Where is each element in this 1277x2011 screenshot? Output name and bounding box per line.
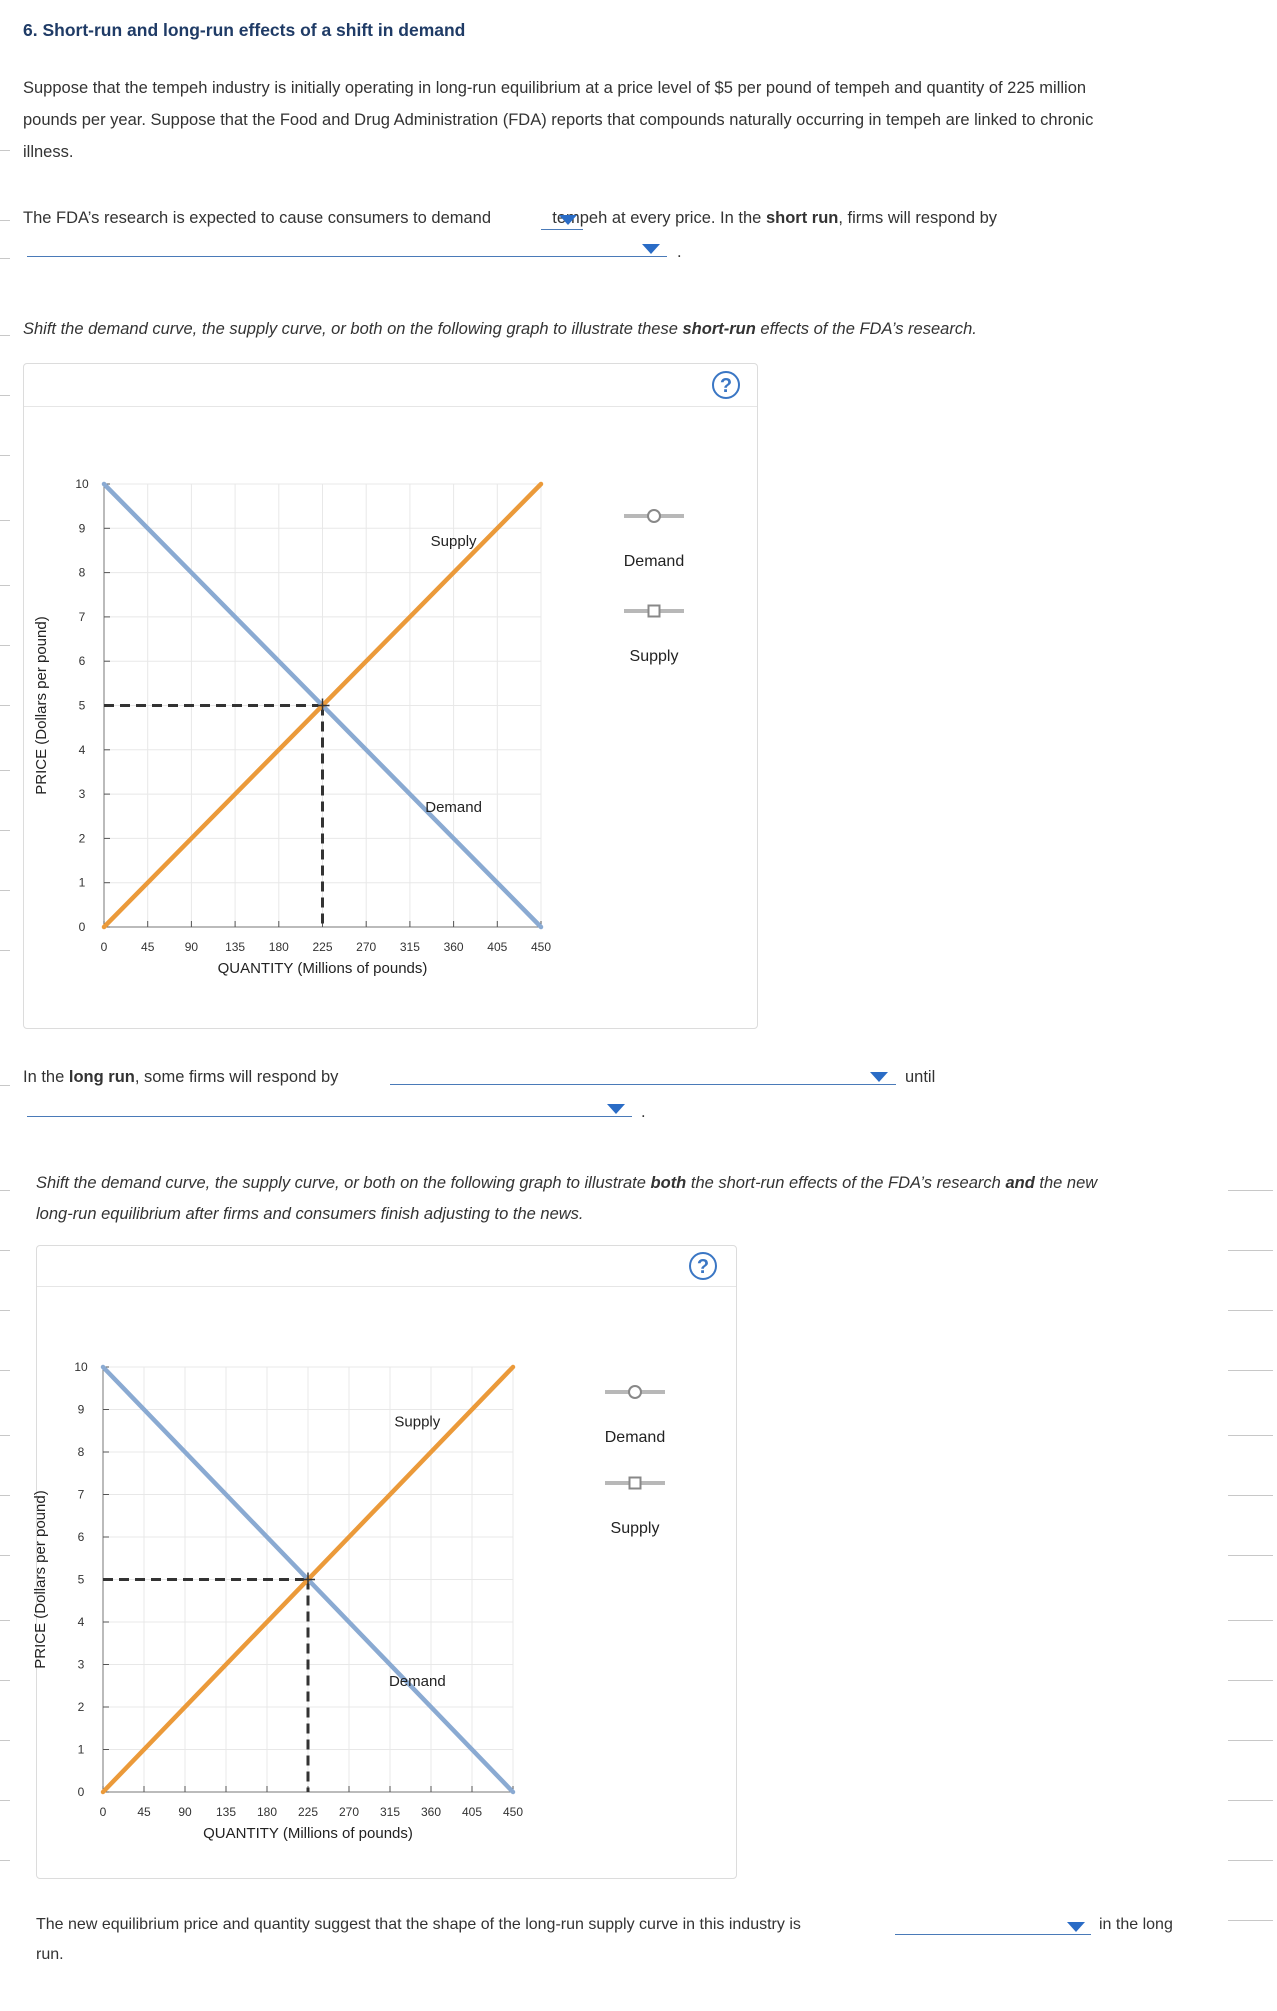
x-tick-label: 180 — [268, 940, 289, 954]
margin-tick — [0, 1370, 10, 1371]
y-tick-label: 6 — [78, 654, 86, 669]
intro-line-1: Suppose that the tempeh industry is initially operating in long-run equilibrium at a price level of $5 per pound of tempeh and quantity of 225 million — [23, 79, 1087, 97]
intro-line-3: illness. — [23, 143, 74, 161]
demand-sentence-mid: tempeh at every price. In the — [552, 209, 762, 227]
dropdown-underline — [390, 1084, 896, 1085]
margin-tick — [0, 890, 10, 891]
supply-legend-label: Supply — [629, 648, 679, 665]
x-axis-title: QUANTITY (Millions of pounds) — [217, 960, 428, 977]
margin-tick — [1228, 1860, 1273, 1861]
margin-tick — [0, 950, 10, 951]
margin-tick — [1228, 1370, 1273, 1371]
graph-panel-2 — [32, 1245, 737, 1879]
margin-tick — [1228, 1250, 1273, 1251]
intro-line-2: pounds per year. Suppose that the Food and Drug Administration (FDA) reports that compounds naturally occurring in tempeh are linked to chronic — [23, 111, 1094, 129]
margin-tick — [0, 335, 10, 336]
demand-legend-label: Demand — [623, 553, 685, 570]
y-tick-label: 6 — [77, 1530, 85, 1544]
help-icon[interactable]: ? — [689, 1252, 717, 1280]
x-tick-label: 225 — [297, 1805, 319, 1819]
margin-tick — [0, 150, 10, 151]
dropdown-arrow-icon — [559, 215, 577, 225]
x-axis-title: QUANTITY (Millions of pounds) — [203, 1825, 413, 1842]
y-axis-title: PRICE (Dollars per pound) — [33, 616, 50, 795]
margin-tick — [1228, 1435, 1273, 1436]
x-tick-label: 405 — [487, 940, 508, 954]
graph-panel-1 — [23, 363, 758, 1029]
x-tick-label: 315 — [379, 1805, 401, 1819]
dropdown-underline — [895, 1934, 1091, 1935]
supply-curve-label: Supply — [394, 1413, 441, 1431]
margin-tick — [1228, 1310, 1273, 1311]
x-tick-label: 450 — [530, 940, 552, 954]
margin-tick — [1228, 1190, 1273, 1191]
dropdown-arrow-icon — [642, 244, 660, 254]
shift2-both: both — [650, 1174, 687, 1192]
supply-legend-label: Supply — [610, 1520, 660, 1537]
dropdown-arrow-icon — [1067, 1922, 1085, 1932]
y-tick-label: 2 — [78, 831, 86, 846]
x-tick-label: 90 — [184, 940, 199, 954]
y-tick-label: 1 — [78, 875, 86, 890]
margin-tick — [1228, 1800, 1273, 1801]
y-tick-label: 0 — [78, 920, 86, 934]
margin-tick — [0, 1800, 10, 1801]
x-tick-label: 315 — [399, 940, 420, 954]
margin-tick — [0, 220, 10, 221]
margin-tick — [0, 1190, 10, 1191]
y-tick-label: 5 — [77, 1572, 85, 1587]
margin-tick — [0, 1620, 10, 1621]
long-run-post: , some firms will respond by — [134, 1068, 339, 1086]
y-tick-label: 9 — [78, 521, 86, 536]
margin-tick — [0, 1555, 10, 1556]
margin-tick — [0, 1310, 10, 1311]
margin-tick — [0, 1860, 10, 1861]
x-tick-label: 360 — [443, 940, 464, 954]
x-tick-label: 45 — [137, 1805, 151, 1819]
demand-legend-circle-icon — [648, 510, 660, 522]
margin-tick — [0, 770, 10, 771]
shift2-line1-pre: Shift the demand curve, the supply curve, or both on the following graph to illustrate — [36, 1174, 646, 1192]
long-run-bold: long run — [68, 1068, 135, 1086]
margin-tick — [0, 645, 10, 646]
short-run-word: short run — [765, 209, 839, 227]
demand-legend-label: Demand — [604, 1429, 666, 1446]
long-run-sentence — [23, 1061, 338, 1093]
until-word: until — [905, 1068, 936, 1086]
long-run-until-dropdown[interactable] — [27, 1100, 632, 1120]
margin-tick — [1228, 1620, 1273, 1621]
y-tick-label: 8 — [77, 1445, 85, 1459]
x-tick-label: 135 — [225, 940, 246, 954]
supply-demand-graph-2[interactable] — [32, 1246, 736, 1878]
y-tick-label: 5 — [78, 698, 86, 713]
x-tick-label: 225 — [312, 940, 333, 954]
y-tick-label: 4 — [77, 1615, 85, 1629]
y-tick-label: 3 — [78, 787, 86, 802]
y-tick-label: 7 — [77, 1487, 85, 1502]
margin-tick — [0, 1740, 10, 1741]
x-tick-label: 45 — [141, 940, 155, 954]
long-run-pre: In the — [23, 1068, 65, 1086]
supply-legend-square-icon — [630, 1478, 641, 1489]
short-run-response-dropdown[interactable] — [27, 240, 667, 260]
y-tick-label: 4 — [78, 742, 86, 757]
y-tick-label: 8 — [78, 565, 86, 580]
dropdown-underline — [27, 256, 667, 257]
margin-tick — [0, 395, 10, 396]
y-tick-label: 7 — [78, 609, 86, 624]
margin-tick — [1228, 1920, 1273, 1921]
shift2-line1-mid: the short-run effects of the FDA’s research — [690, 1174, 1001, 1192]
dropdown-arrow-icon — [607, 1104, 625, 1114]
final-sentence-post: in the long — [1099, 1916, 1173, 1933]
demand-sentence-pre: The FDA’s research is expected to cause consumers to demand — [23, 209, 492, 227]
sentence-period: . — [677, 243, 682, 261]
x-tick-label: 90 — [178, 1805, 192, 1819]
question-title: 6. Short-run and long-run effects of a shift in demand — [23, 20, 466, 40]
margin-tick — [0, 705, 10, 706]
x-tick-label: 135 — [215, 1805, 237, 1819]
y-tick-label: 0 — [77, 1785, 85, 1799]
shift-instruction-2-line-1 — [36, 1174, 1097, 1193]
demand-sentence — [23, 202, 997, 234]
demand-sentence-post: , firms will respond by — [838, 209, 998, 227]
margin-tick — [1228, 1555, 1273, 1556]
final-sentence-line-2: run. — [36, 1946, 64, 1963]
margin-tick — [0, 258, 10, 259]
margin-tick — [0, 585, 10, 586]
demand-curve-label: Demand — [388, 1672, 446, 1690]
x-tick-label: 270 — [338, 1805, 360, 1819]
demand-curve-label: Demand — [425, 798, 482, 816]
supply-curve-label: Supply — [430, 533, 477, 551]
consumer-demand-dropdown[interactable] — [541, 215, 583, 235]
x-tick-label: 0 — [100, 940, 108, 954]
margin-tick — [0, 1250, 10, 1251]
y-tick-label: 10 — [74, 1360, 88, 1374]
margin-tick — [0, 1680, 10, 1681]
x-tick-label: 450 — [502, 1805, 524, 1819]
shift-instr-post: effects of the FDA’s research. — [760, 320, 977, 338]
help-icon[interactable]: ? — [712, 371, 740, 399]
supply-demand-graph-1[interactable] — [24, 364, 757, 1028]
x-tick-label: 405 — [461, 1805, 483, 1819]
margin-tick — [1228, 1740, 1273, 1741]
y-tick-label: 1 — [77, 1742, 85, 1757]
y-tick-label: 2 — [77, 1700, 85, 1714]
shift-instr-bold: short-run — [682, 320, 756, 338]
dropdown-underline — [27, 1116, 632, 1117]
long-run-supply-shape-dropdown[interactable] — [895, 1918, 1091, 1938]
margin-tick — [0, 830, 10, 831]
y-tick-label: 9 — [77, 1402, 85, 1417]
shift-instr-pre: Shift the demand curve, the supply curve, or both on the following graph to illustrate these — [23, 320, 678, 338]
x-tick-label: 270 — [356, 940, 377, 954]
margin-tick — [0, 1085, 10, 1086]
y-tick-label: 10 — [75, 477, 89, 491]
margin-tick — [0, 1435, 10, 1436]
shift-instruction-2-line-2: long-run equilibrium after firms and consumers finish adjusting to the news. — [36, 1205, 584, 1223]
long-run-response-dropdown[interactable] — [390, 1068, 896, 1088]
margin-tick — [0, 455, 10, 456]
sentence-period: . — [641, 1103, 646, 1121]
x-tick-label: 0 — [99, 1805, 107, 1819]
margin-tick — [0, 520, 10, 521]
dropdown-underline — [541, 229, 583, 230]
shift2-and: and — [1005, 1174, 1035, 1192]
y-tick-label: 3 — [77, 1657, 85, 1672]
supply-legend-square-icon — [649, 606, 660, 617]
x-tick-label: 360 — [420, 1805, 442, 1819]
margin-tick — [1228, 1495, 1273, 1496]
margin-tick — [0, 1495, 10, 1496]
shift-instruction-1 — [23, 320, 977, 339]
shift2-line1-post: the new — [1039, 1174, 1098, 1192]
demand-legend-circle-icon — [629, 1386, 641, 1398]
final-sentence-pre: The new equilibrium price and quantity suggest that the shape of the long-run supply curve in this industry is — [36, 1916, 801, 1933]
y-axis-title: PRICE (Dollars per pound) — [32, 1490, 49, 1669]
dropdown-arrow-icon — [870, 1072, 888, 1082]
x-tick-label: 180 — [256, 1805, 278, 1819]
margin-tick — [1228, 1680, 1273, 1681]
